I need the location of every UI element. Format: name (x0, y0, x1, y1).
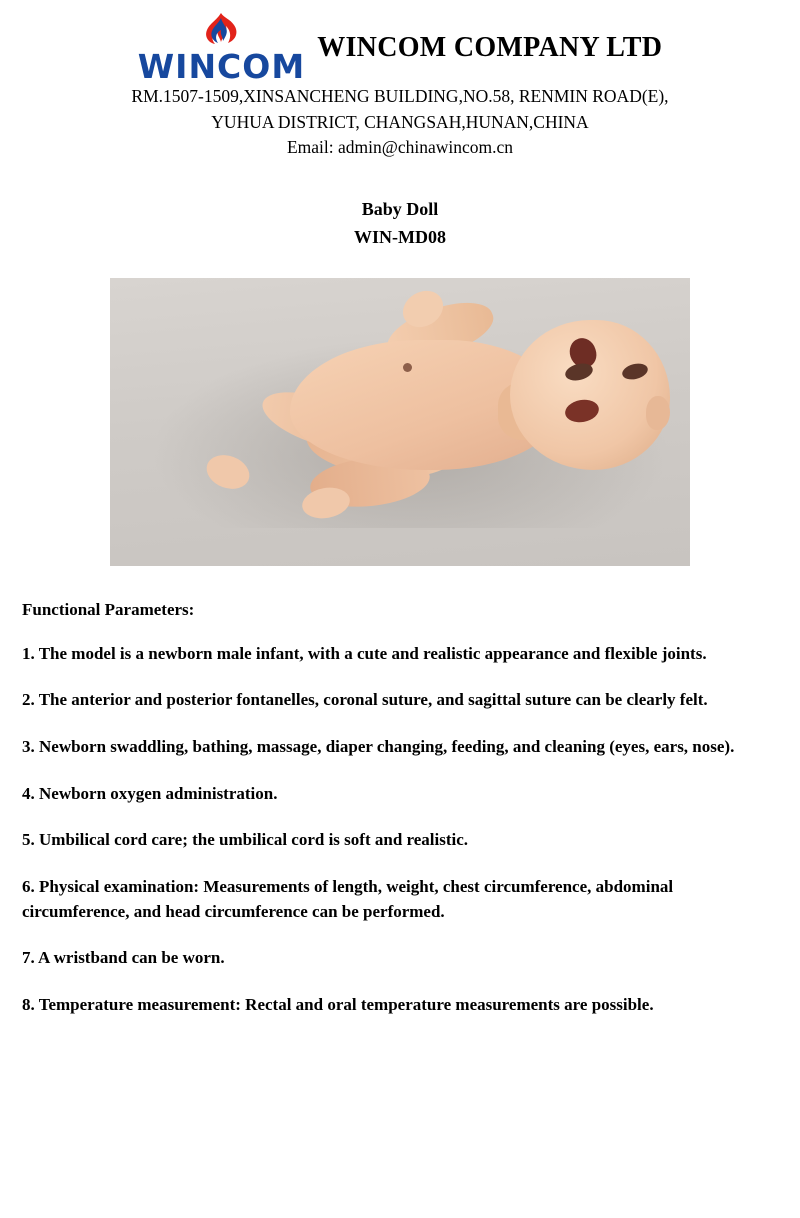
parameter-item: 8. Temperature measurement: Rectal and oral temperature measurements are possible. (22, 994, 654, 1014)
product-image-wrap (22, 278, 778, 566)
brand-row (22, 12, 778, 86)
parameter-item: 2. The anterior and posterior fontanelles, coronal suture, and sagittal suture can be clearly felt. (22, 690, 708, 710)
product-photo (110, 278, 690, 566)
product-title: Baby Doll (361, 198, 439, 219)
parameter-item: 6. Physical examination: Measurements of length, weight, chest circumference, abdominal circumference, and head circumference can be performed. (22, 876, 674, 921)
product-model-number: WIN-MD08 (354, 226, 446, 247)
flame-logo-icon (195, 12, 247, 52)
logo-wordmark: WINCOM (137, 47, 306, 86)
functional-parameters-heading: Functional Parameters: (22, 599, 195, 619)
address-line-2: YUHUA DISTRICT, CHANGSAH,HUNAN,CHINA (211, 111, 589, 132)
company-name: WINCOM COMPANY LTD (317, 31, 663, 63)
email-line: Email: admin@chinawincom.cn (286, 137, 514, 158)
parameter-item: 1. The model is a newborn male infant, with a cute and realistic appearance and flexible joints. (22, 643, 707, 663)
parameter-item: 5. Umbilical cord care; the umbilical cord is soft and realistic. (22, 830, 469, 850)
doll-ear (646, 396, 670, 430)
address-line-1: RM.1507-1509,XINSANCHENG BUILDING,NO.58, RENMIN ROAD(E), (131, 86, 669, 106)
parameter-item: 7. A wristband can be worn. (22, 948, 225, 968)
doll-navel (403, 363, 412, 372)
parameter-item: 3. Newborn swaddling, bathing, massage, diaper changing, feeding, and cleaning (eyes, ears, nose). (22, 736, 735, 756)
parameter-item: 4. Newborn oxygen administration. (22, 783, 278, 803)
company-logo (137, 12, 306, 86)
letterhead (22, 12, 778, 160)
